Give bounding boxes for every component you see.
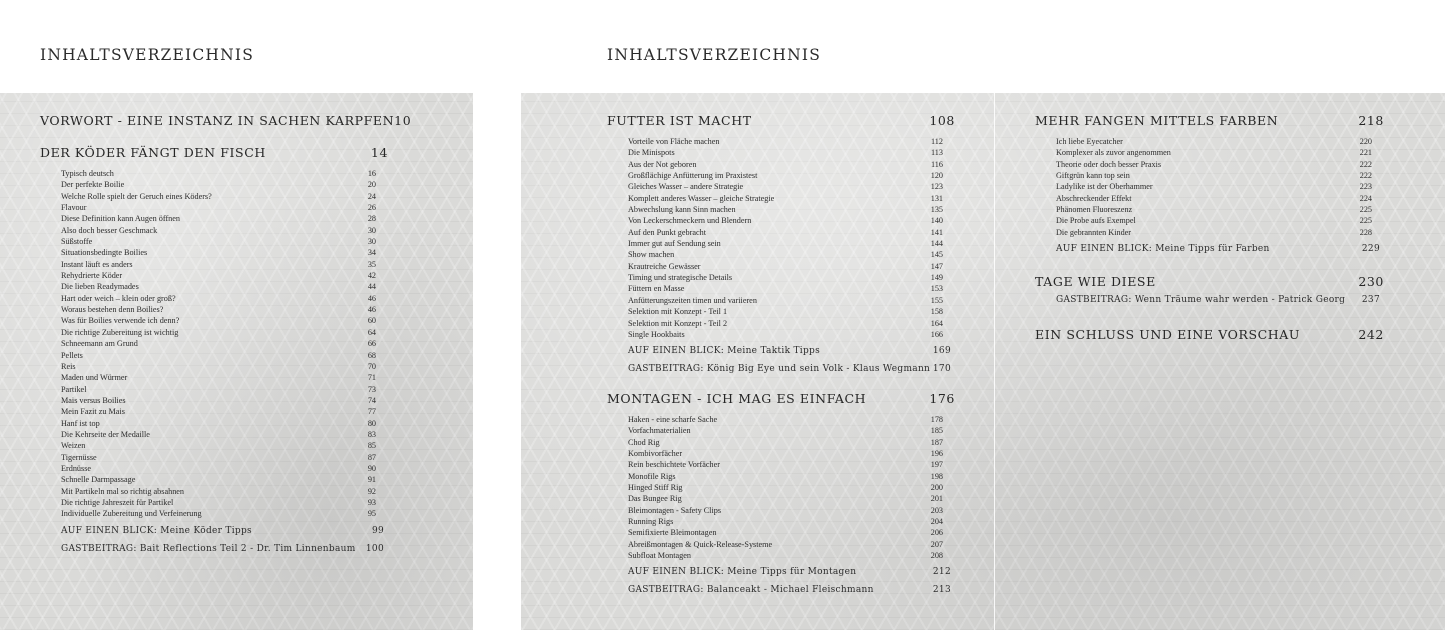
- toc-entry[interactable]: [628, 193, 955, 204]
- toc-entry-label: Füttern en Masse: [628, 284, 685, 294]
- toc-entry-page: 185: [930, 426, 943, 436]
- chapter-page: 14: [370, 145, 388, 160]
- toc-entry-label: Mais versus Boilies: [61, 395, 126, 405]
- toc-entry-label: Reis: [61, 361, 76, 371]
- toc-special-page: 229: [1361, 244, 1380, 255]
- toc-entry-label: Die richtige Zubereitung ist wichtig: [61, 327, 179, 337]
- toc-entry-page: 223: [1359, 182, 1372, 192]
- toc-entry-page: 164: [930, 318, 943, 328]
- toc-entry-label: Hart oder weich – klein oder groß?: [61, 293, 176, 303]
- toc-entry[interactable]: [1056, 170, 1384, 181]
- toc-entry-label: Partikel: [61, 384, 87, 394]
- toc-entry[interactable]: [628, 425, 955, 436]
- chapter-title: FUTTER IST MACHT: [607, 113, 752, 128]
- toc-entry-label: Schneemann am Grund: [61, 339, 138, 349]
- toc-entry-page: 80: [367, 418, 376, 428]
- toc-entry-label: Rehydrierte Köder: [61, 271, 123, 281]
- chapter-title: EIN SCHLUSS UND EINE VORSCHAU: [1035, 327, 1301, 342]
- toc-entry-page: 203: [930, 505, 943, 515]
- toc-entry-page: 220: [1359, 137, 1372, 146]
- toc-entry-page: 85: [367, 441, 376, 451]
- toc-entry-page: 222: [1359, 171, 1372, 181]
- toc-entry-page: 228: [1359, 227, 1372, 237]
- toc-entry[interactable]: [61, 384, 388, 395]
- toc-entry[interactable]: [61, 406, 388, 417]
- toc-section-vorwort: [40, 113, 412, 131]
- subsection-list: [1035, 136, 1384, 238]
- toc-entry-page: 225: [1359, 216, 1372, 226]
- toc-entry[interactable]: [61, 497, 388, 508]
- toc-special-label: GASTBEITRAG: Bait Reflections Teil 2 - Dr. Tim Linnenbaum: [61, 543, 356, 554]
- toc-entry-page: 141: [930, 227, 943, 237]
- toc-entry[interactable]: [628, 181, 955, 192]
- chapter-page: 108: [929, 113, 955, 128]
- toc-entry-label: Woraus bestehen denn Boilies?: [61, 305, 164, 315]
- toc-entry-page: 196: [930, 449, 943, 459]
- page-title-right: INHALTSVERZEICHNIS: [607, 46, 822, 64]
- toc-entry[interactable]: [628, 170, 955, 181]
- toc-entry[interactable]: [628, 437, 955, 448]
- toc-entry-label: Tigernüsse: [61, 452, 97, 462]
- toc-entry-page: 153: [930, 284, 943, 294]
- toc-entry-label: Maden und Würmer: [61, 373, 128, 383]
- toc-entry[interactable]: [1056, 215, 1384, 226]
- toc-entry-label: Diese Definition kann Augen öffnen: [61, 214, 180, 224]
- toc-entry-page: 144: [930, 239, 943, 249]
- toc-entry-label: Vorfachmaterialien: [628, 426, 691, 436]
- toc-special-entry[interactable]: [628, 567, 955, 585]
- toc-entry-page: 149: [930, 273, 943, 283]
- toc-entry-page: 123: [930, 182, 943, 192]
- toc-entry[interactable]: [61, 508, 388, 519]
- toc-entry-page: 46: [367, 293, 376, 303]
- toc-entry-page: 208: [930, 551, 943, 561]
- chapter-page: 230: [1358, 274, 1384, 289]
- toc-special-label: GASTBEITRAG: König Big Eye und sein Volk - Klaus Wegmann: [628, 364, 931, 375]
- toc-entry[interactable]: [1056, 193, 1384, 204]
- toc-entry-label: Welche Rolle spielt der Geruch eines Köders?: [61, 191, 212, 201]
- toc-entry[interactable]: [61, 236, 388, 247]
- toc-entry-page: 198: [930, 471, 943, 481]
- toc-entry-label: Die gebrannten Kinder: [1056, 227, 1132, 237]
- subsection-list: [607, 414, 955, 561]
- toc-entry[interactable]: [628, 539, 955, 550]
- toc-entry-label: Von Leckerschmeckern und Blendern: [628, 216, 752, 226]
- toc-entry[interactable]: [61, 327, 388, 338]
- toc-entry-label: Ich liebe Eyecatcher: [1056, 137, 1123, 146]
- toc-entry-label: Mein Fazit zu Mais: [61, 407, 125, 417]
- toc-entry-page: 140: [930, 216, 943, 226]
- toc-entry-page: 26: [367, 203, 376, 213]
- toc-entry-page: 91: [367, 475, 376, 485]
- toc-entry-page: 44: [367, 282, 376, 292]
- chapter-heading[interactable]: [607, 113, 955, 131]
- toc-entry[interactable]: [628, 204, 955, 215]
- toc-entry[interactable]: [1056, 204, 1384, 215]
- toc-special-page: 237: [1361, 295, 1380, 305]
- toc-entry-page: 206: [930, 528, 943, 538]
- toc-entry-label: Das Bungee Rig: [628, 494, 682, 504]
- toc-entry-label: Komplexer als zuvor angenommen: [1056, 148, 1171, 158]
- toc-entry[interactable]: [628, 249, 955, 260]
- toc-special-entry[interactable]: [628, 364, 955, 382]
- toc-entry[interactable]: [61, 270, 388, 281]
- extras-list: [1035, 244, 1384, 262]
- toc-special-page: 213: [932, 585, 951, 596]
- toc-entry-page: 60: [367, 316, 376, 326]
- toc-entry-page: 120: [930, 171, 943, 181]
- toc-entry[interactable]: [61, 486, 388, 497]
- toc-entry[interactable]: [628, 215, 955, 226]
- toc-entry-page: 197: [930, 460, 943, 470]
- toc-entry[interactable]: [61, 429, 388, 440]
- toc-entry[interactable]: [61, 350, 388, 361]
- toc-entry[interactable]: [1056, 136, 1384, 147]
- toc-entry[interactable]: [628, 283, 955, 294]
- toc-entry-label: Bleimontagen - Safety Clips: [628, 505, 722, 515]
- toc-entry-label: Typisch deutsch: [61, 169, 114, 178]
- toc-entry[interactable]: [1056, 227, 1384, 238]
- toc-entry[interactable]: [61, 338, 388, 349]
- toc-entry-page: 77: [367, 407, 376, 417]
- toc-special-label: AUF EINEN BLICK: Meine Tipps für Montagen: [628, 567, 857, 578]
- toc-entry-page: 222: [1359, 159, 1372, 169]
- toc-entry-page: 74: [367, 395, 376, 405]
- toc-entry-label: Mit Partikeln mal so richtig absahnen: [61, 486, 185, 496]
- toc-entry-page: 95: [367, 509, 376, 519]
- chapter-heading[interactable]: [1035, 274, 1384, 292]
- toc-entry-page: 73: [367, 384, 376, 394]
- toc-entry-label: Vorteile von Fläche machen: [628, 137, 720, 146]
- toc-entry[interactable]: [628, 471, 955, 482]
- toc-entry-label: Die lieben Readymades: [61, 282, 139, 292]
- toc-entry-label: Ladylike ist der Oberhammer: [1056, 182, 1153, 192]
- toc-special-label: GASTBEITRAG: Balanceakt - Michael Fleischmann: [628, 585, 874, 596]
- chapter-title: VORWORT - EINE INSTANZ IN SACHEN KARPFEN: [40, 113, 395, 128]
- toc-entry[interactable]: [61, 361, 388, 372]
- toc-entry[interactable]: [628, 159, 955, 170]
- chapter-title: TAGE WIE DIESE: [1035, 274, 1156, 289]
- toc-special-label: GASTBEITRAG: Wenn Träume wahr werden - Patrick Georg: [1056, 295, 1346, 305]
- toc-section-schluss: [1035, 327, 1384, 345]
- toc-entry[interactable]: [628, 505, 955, 516]
- toc-entry-page: 70: [367, 361, 376, 371]
- toc-entry-label: Auf den Punkt gebracht: [628, 227, 706, 237]
- toc-entry-label: Giftgrün kann top sein: [1056, 171, 1130, 181]
- toc-entry[interactable]: [61, 191, 388, 202]
- toc-entry-page: 200: [930, 483, 943, 493]
- toc-entry[interactable]: [628, 261, 955, 272]
- toc-entry[interactable]: [61, 440, 388, 451]
- chapter-title: MEHR FANGEN MITTELS FARBEN: [1035, 113, 1279, 128]
- toc-entry-label: Abschreckender Effekt: [1056, 193, 1132, 203]
- toc-entry-page: 71: [367, 373, 376, 383]
- toc-entry-label: Timing und strategische Details: [628, 273, 733, 283]
- toc-entry[interactable]: [628, 306, 955, 317]
- toc-entry-label: Haken - eine scharfe Sache: [628, 415, 718, 424]
- toc-entry[interactable]: [61, 418, 388, 429]
- toc-special-page: 99: [371, 525, 384, 536]
- toc-entry-page: 68: [367, 350, 376, 360]
- toc-entry[interactable]: [61, 281, 388, 292]
- toc-special-page: 170: [932, 364, 951, 375]
- toc-entry[interactable]: [61, 372, 388, 383]
- toc-entry-page: 112: [931, 137, 943, 146]
- toc-entry[interactable]: [61, 168, 388, 179]
- toc-entry[interactable]: [61, 179, 388, 190]
- toc-special-label: AUF EINEN BLICK: Meine Taktik Tipps: [628, 346, 821, 357]
- toc-entry-page: 116: [931, 159, 943, 169]
- toc-entry-page: 131: [930, 193, 943, 203]
- toc-entry-label: Chod Rig: [628, 437, 660, 447]
- toc-entry-page: 83: [367, 429, 376, 439]
- toc-entry-label: Erdnüsse: [61, 463, 92, 473]
- toc-entry-label: Abwechslung kann Sinn machen: [628, 205, 736, 215]
- toc-entry-page: 30: [367, 237, 376, 247]
- toc-entry-label: Selektion mit Konzept - Teil 2: [628, 318, 728, 328]
- toc-entry-page: 34: [367, 248, 376, 258]
- toc-entry-label: Single Hookbaits: [628, 329, 685, 339]
- toc-section-montagen: [607, 391, 955, 603]
- chapter-page: 218: [1358, 113, 1384, 128]
- toc-entry[interactable]: [61, 293, 388, 304]
- toc-entry-page: 135: [930, 205, 943, 215]
- toc-entry-label: Show machen: [628, 250, 675, 260]
- toc-entry[interactable]: [1056, 181, 1384, 192]
- chapter-title: MONTAGEN - ICH MAG ES EINFACH: [607, 391, 867, 406]
- toc-entry-label: Die richtige Jahreszeit für Partikel: [61, 497, 174, 507]
- toc-entry-label: Was für Boilies verwende ich denn?: [61, 316, 180, 326]
- toc-entry-label: Hanf ist top: [61, 418, 100, 428]
- toc-entry[interactable]: [628, 550, 955, 561]
- toc-entry[interactable]: [628, 414, 955, 425]
- toc-entry-page: 224: [1359, 193, 1372, 203]
- toc-special-label: AUF EINEN BLICK: Meine Tipps für Farben: [1056, 244, 1270, 255]
- toc-entry-page: 28: [367, 214, 376, 224]
- toc-special-entry[interactable]: [61, 526, 388, 544]
- toc-entry[interactable]: [628, 295, 955, 306]
- subsection-list: [40, 168, 388, 520]
- toc-entry-label: Immer gut auf Sendung sein: [628, 239, 721, 249]
- toc-special-entry[interactable]: [1056, 244, 1384, 262]
- toc-entry-page: 113: [931, 148, 943, 158]
- chapter-title: DER KÖDER FÄNGT DEN FISCH: [40, 145, 266, 160]
- toc-entry-page: 207: [930, 539, 943, 549]
- chapter-page: 242: [1358, 327, 1384, 342]
- toc-entry[interactable]: [61, 395, 388, 406]
- toc-entry-label: Individuelle Zubereitung und Verfeinerung: [61, 509, 202, 519]
- toc-special-label: AUF EINEN BLICK: Meine Köder Tipps: [61, 525, 252, 536]
- toc-entry[interactable]: [628, 493, 955, 504]
- toc-entry-label: Hinged Stiff Rig: [628, 483, 683, 493]
- toc-entry[interactable]: [628, 147, 955, 158]
- toc-entry[interactable]: [61, 304, 388, 315]
- toc-entry-page: 158: [930, 307, 943, 317]
- chapter-page: 10: [394, 113, 412, 128]
- toc-entry-label: Anfütterungszeiten timen und variieren: [628, 295, 757, 305]
- toc-entry[interactable]: [628, 227, 955, 238]
- toc-entry-label: Selektion mit Konzept - Teil 1: [628, 307, 728, 317]
- toc-entry-page: 166: [930, 329, 943, 339]
- toc-special-page: 100: [365, 543, 384, 554]
- toc-entry-page: 204: [930, 517, 943, 527]
- toc-entry[interactable]: [628, 482, 955, 493]
- toc-entry[interactable]: [61, 225, 388, 236]
- toc-entry-page: 42: [367, 271, 376, 281]
- extras-list: [1035, 295, 1384, 313]
- toc-entry-label: Also doch besser Geschmack: [61, 225, 158, 235]
- toc-entry-page: 20: [367, 180, 376, 190]
- toc-entry-page: 87: [367, 452, 376, 462]
- chapter-heading[interactable]: [607, 391, 955, 409]
- toc-entry-page: 145: [930, 250, 943, 260]
- toc-entry[interactable]: [628, 238, 955, 249]
- toc-entry-page: 64: [367, 327, 376, 337]
- toc-entry-page: 35: [367, 259, 376, 269]
- toc-entry-page: 16: [367, 169, 376, 178]
- page-title-left: INHALTSVERZEICHNIS: [40, 46, 255, 64]
- toc-section-futter: [607, 113, 955, 382]
- toc-special-page: 212: [932, 567, 951, 578]
- toc-entry-page: 93: [367, 497, 376, 507]
- toc-entry[interactable]: [61, 247, 388, 258]
- toc-special-entry[interactable]: [628, 346, 955, 364]
- extras-list: [607, 567, 955, 603]
- toc-entry[interactable]: [628, 459, 955, 470]
- toc-entry[interactable]: [61, 452, 388, 463]
- toc-entry[interactable]: [628, 516, 955, 527]
- toc-entry-label: Situationsbedingte Boilies: [61, 248, 148, 258]
- column-divider: [994, 93, 995, 630]
- toc-entry-label: Phänomen Fluoreszenz: [1056, 205, 1133, 215]
- toc-entry-page: 178: [930, 415, 943, 424]
- toc-entry-page: 155: [930, 295, 943, 305]
- toc-special-entry[interactable]: [61, 544, 388, 562]
- toc-entry-label: Aus der Not geboren: [628, 159, 697, 169]
- toc-entry-page: 221: [1359, 148, 1372, 158]
- toc-entry-label: Der perfekte Boilie: [61, 180, 125, 190]
- toc-entry[interactable]: [61, 259, 388, 270]
- toc-special-entry[interactable]: [628, 585, 955, 603]
- toc-special-entry[interactable]: [1056, 295, 1384, 313]
- toc-entry-page: 66: [367, 339, 376, 349]
- toc-entry[interactable]: [628, 329, 955, 340]
- toc-entry-label: Running Rigs: [628, 517, 674, 527]
- extras-list: [40, 526, 388, 562]
- toc-entry[interactable]: [628, 448, 955, 459]
- toc-entry-label: Die Probe aufs Exempel: [1056, 216, 1136, 226]
- toc-entry-label: Flavour: [61, 203, 87, 213]
- toc-entry-label: Die Minispots: [628, 148, 675, 158]
- toc-entry-label: Theorie oder doch besser Praxis: [1056, 159, 1162, 169]
- toc-section-koeder: [40, 145, 388, 562]
- toc-entry[interactable]: [1056, 147, 1384, 158]
- toc-entry[interactable]: [628, 272, 955, 283]
- toc-entry-label: Monofile Rigs: [628, 471, 676, 481]
- toc-entry[interactable]: [628, 318, 955, 329]
- toc-entry-page: 92: [367, 486, 376, 496]
- toc-entry-label: Gleiches Wasser – andere Strategie: [628, 182, 744, 192]
- toc-section-farben: [1035, 113, 1384, 262]
- toc-entry-label: Süßstoffe: [61, 237, 93, 247]
- chapter-heading[interactable]: [1035, 113, 1384, 131]
- toc-entry-page: 30: [367, 225, 376, 235]
- toc-entry-label: Schnelle Darmpassage: [61, 475, 136, 485]
- toc-entry-label: Großflächige Anfütterung im Praxistest: [628, 171, 758, 181]
- toc-entry-page: 225: [1359, 205, 1372, 215]
- toc-entry-page: 201: [930, 494, 943, 504]
- toc-entry-label: Semifixierte Bleimontagen: [628, 528, 717, 538]
- toc-section-tage: [1035, 274, 1384, 313]
- chapter-heading[interactable]: [40, 145, 388, 163]
- chapter-page: 176: [929, 391, 955, 406]
- subsection-list: [607, 136, 955, 340]
- toc-entry-label: Subfloat Montagen: [628, 551, 691, 561]
- toc-entry[interactable]: [61, 202, 388, 213]
- chapter-heading[interactable]: [1035, 327, 1384, 345]
- toc-entry-label: Rein beschichtete Vorfächer: [628, 460, 720, 470]
- toc-entry-page: 147: [930, 261, 943, 271]
- toc-entry-page: 24: [367, 191, 376, 201]
- toc-entry[interactable]: [628, 527, 955, 538]
- chapter-heading[interactable]: [40, 113, 412, 131]
- toc-entry[interactable]: [61, 213, 388, 224]
- toc-special-page: 169: [932, 346, 951, 357]
- toc-entry[interactable]: [61, 315, 388, 326]
- toc-entry-page: 90: [367, 463, 376, 473]
- toc-entry-label: Pellets: [61, 350, 83, 360]
- toc-entry[interactable]: [1056, 159, 1384, 170]
- toc-entry-label: Weizen: [61, 441, 86, 451]
- toc-entry[interactable]: [61, 474, 388, 485]
- toc-entry-page: 187: [930, 437, 943, 447]
- toc-entry-label: Die Kehrseite der Medaille: [61, 429, 150, 439]
- toc-entry-label: Instant läuft es anders: [61, 259, 133, 269]
- toc-entry-page: 46: [367, 305, 376, 315]
- toc-entry-label: Krautreiche Gewässer: [628, 261, 701, 271]
- toc-entry-label: Komplett anderes Wasser – gleiche Strategie: [628, 193, 775, 203]
- toc-entry[interactable]: [628, 136, 955, 147]
- toc-entry-label: Abreißmontagen & Quick-Release-Systeme: [628, 539, 773, 549]
- toc-entry-label: Kombivorfächer: [628, 449, 683, 459]
- extras-list: [607, 346, 955, 382]
- toc-entry[interactable]: [61, 463, 388, 474]
